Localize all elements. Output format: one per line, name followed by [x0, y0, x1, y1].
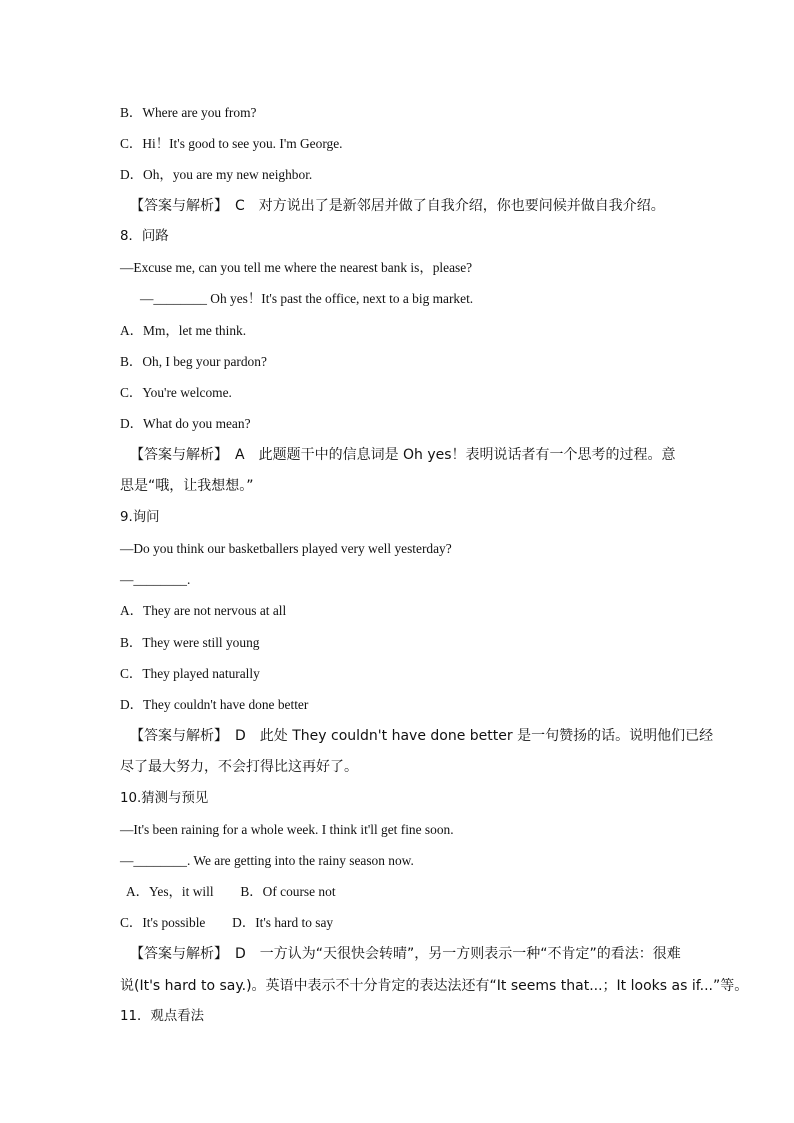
question-heading-10: 10.猜测与预见: [120, 791, 209, 806]
question-9-response: —________.: [120, 572, 191, 587]
question-8-option-b: B．Oh, I beg your pardon?: [120, 354, 267, 369]
question-9-prompt: —Do you think our basketballers played very well yesterday?: [120, 541, 452, 556]
question-9-option-b: B．They were still young: [120, 635, 260, 650]
answer-explanation-9-line2: 尽了最大努力，不会打得比这再好了。: [120, 759, 358, 775]
question-10-options-cd: C．It's possible D．It's hard to say: [120, 915, 334, 930]
question-8-option-c: C．You're welcome.: [120, 385, 232, 400]
question-10-prompt: —It's been raining for a whole week. I think it'll get fine soon.: [120, 822, 454, 837]
question-9-option-d: D．They couldn't have done better: [120, 697, 309, 712]
option-d-neighbor: D．Oh，you are my new neighbor.: [120, 167, 313, 182]
question-heading-9: 9.询问: [120, 510, 160, 525]
question-heading-8: 8．问路: [120, 229, 169, 244]
answer-explanation-8-line2: 思是“哦，让我想想。”: [120, 478, 254, 494]
question-heading-11: 11．观点看法: [120, 1009, 204, 1024]
question-9-option-a: A．They are not nervous at all: [120, 603, 287, 618]
question-9-option-c: C．They played naturally: [120, 666, 260, 681]
answer-explanation-10-line1: 【答案与解析】 D 一方认为“天很快会转晴”，另一方则表示一种“不肯定”的看法：很难: [130, 946, 681, 962]
question-10-response: —________. We are getting into the rainy season now.: [120, 853, 414, 868]
option-c-hi-george: C．Hi！It's good to see you. I'm George.: [120, 136, 343, 151]
answer-explanation-7: 【答案与解析】 C 对方说出了是新邻居并做了自我介绍，你也要问候并做自我介绍。: [130, 198, 665, 214]
answer-explanation-9-line1: 【答案与解析】 D 此处 They couldn't have done better 是一句赞扬的话。说明他们已经: [130, 728, 714, 744]
option-b-where-from: B．Where are you from?: [120, 105, 257, 120]
question-10-options-ab: A．Yes，it will B．Of course not: [126, 884, 336, 899]
question-8-prompt: —Excuse me, can you tell me where the nearest bank is，please?: [120, 260, 473, 275]
question-8-response: —________ Oh yes！It's past the office, next to a big market.: [140, 291, 474, 306]
answer-explanation-10-line2: 说(It's hard to say.)。英语中表示不十分肯定的表达法还有“It seems that...；It looks as if...”等。: [120, 978, 749, 994]
question-8-option-a: A．Mm，let me think.: [120, 323, 247, 338]
answer-explanation-8-line1: 【答案与解析】 A 此题题干中的信息词是 Oh yes！表明说话者有一个思考的过程。意: [130, 447, 676, 463]
question-8-option-d: D．What do you mean?: [120, 416, 251, 431]
